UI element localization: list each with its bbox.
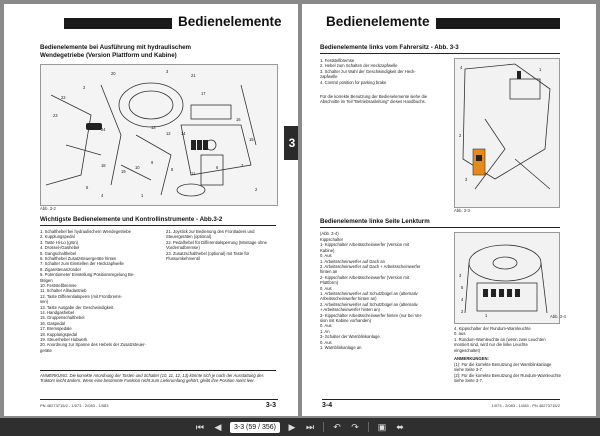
list-item: hinten an bbox=[320, 269, 338, 275]
list-item: 19. Steuerhebel Hubwerk bbox=[40, 337, 88, 342]
list-item: 0. Aus bbox=[320, 285, 332, 291]
remark-line: siehe Seite 3-7. bbox=[454, 367, 484, 373]
list-item: zapfwelle bbox=[320, 74, 338, 80]
section1-note: Für die korrekte Benutzung der Bedienelemente siehe die Abschnitte im Teil "Betriebsanleitung" dieses Handbuchs. bbox=[320, 94, 428, 105]
next-section-icon[interactable]: ⏭ bbox=[305, 421, 315, 432]
page-title: Bedienelemente bbox=[320, 13, 436, 31]
list-item: 1. Arbeitsscheinwerfer auf Dach an bbox=[320, 258, 385, 264]
section-title: Bedienelemente linke Seite Lenkturm bbox=[320, 218, 430, 225]
list-item: 9. Potentiometer Einstellung Positionsregelung Be- bbox=[40, 272, 135, 278]
list-title: Wichtigste Bedienelemente und Kontrollinstrumente - Abb.3-2 bbox=[40, 216, 223, 223]
list-item: Vorderradbremse) bbox=[166, 245, 200, 251]
list-item: 21. Joystick zur Bedienung des Frontladers und bbox=[166, 229, 255, 234]
list-item: 2. Arbeitsscheinwerfer auf Dach + Arbeitsscheinwerfer bbox=[320, 264, 421, 269]
list-item: 4. Control position for parking brake bbox=[320, 79, 387, 85]
list-item: Steuergeräten (optional) bbox=[166, 234, 212, 240]
list-item: Plattform) bbox=[320, 280, 339, 286]
list-item: 1. Schalthebel bei hydraulischem Wendegetriebe bbox=[40, 229, 131, 234]
list-item: 3. Schalter zur Wahl der Geschwindigkeit der Heck- bbox=[320, 68, 416, 74]
chapter-tab: 3 bbox=[284, 126, 298, 160]
list-item: 2. Kupplungspedal bbox=[40, 234, 75, 240]
back-icon[interactable]: ↶ bbox=[333, 421, 341, 432]
list-item: 22. Pedalhebel für Differentialsperrung (Montage ohne bbox=[166, 239, 267, 245]
list-item: sion mit Kabine vorhanden) bbox=[320, 318, 371, 323]
figure-caption: Abb. 3-4 bbox=[550, 314, 566, 319]
list-item: 3- Schalter der Warnblinkanlage bbox=[320, 334, 380, 340]
figure-caption: Abb. 3-3 bbox=[454, 208, 470, 213]
remark-line: (2): Für die korrekte Benutzung der Rundum-Warnleuchte bbox=[454, 372, 561, 378]
list-item: 0. Aus bbox=[320, 253, 332, 259]
remark-line: siehe Seite 3-7. bbox=[454, 378, 484, 384]
left-seat-controls-illustration bbox=[455, 59, 559, 207]
list-item: 4. Drossel-/Gashebel bbox=[40, 245, 80, 251]
footer-code: 1/073 - 2/083 - 1/083 - PN 46273715/2 bbox=[491, 403, 560, 408]
prev-section-icon[interactable]: ⏮ bbox=[195, 421, 205, 432]
list-item: 2. Arbeitsscheinwerfer auf Schutzbügel an (alternativ bbox=[320, 301, 418, 307]
note-text: ANMERKUNG: Die korrekte Anordnung der Tasten und Schalter (10, 11, 12, 13) könnte sich je nach der Ausstattung des Traktors leicht ändern. Wenn eine bestimmte Funktion nicht zum Lieferumfang gehört, gleibt ihre Position meist leer. bbox=[40, 373, 264, 384]
tractor-cab-illustration bbox=[41, 65, 277, 205]
figure-3-4: 3 5 4 2 1 bbox=[454, 232, 560, 324]
list-item: Flussumkehrventil bbox=[166, 256, 200, 261]
list-item: 5. Gangschalthebel bbox=[40, 250, 77, 256]
list-item: 0. Aus bbox=[320, 323, 332, 329]
list-item: 17. Bremspedale bbox=[40, 326, 72, 332]
list-item: 4. Kippschalter der Rundum-Warnleuchte bbox=[454, 326, 531, 331]
section-title: Bedienelemente links vom Fahrersitz - Abb. 3-3 bbox=[320, 44, 459, 51]
figure-3-3: 4 1 2 3 bbox=[454, 58, 560, 208]
fit-page-icon[interactable]: ▣ bbox=[377, 421, 387, 432]
list-item: 3- Kippschalter Arbeitsscheinwerfer hinten (nur bei Ver- bbox=[320, 312, 423, 318]
forward-icon[interactable]: ↷ bbox=[351, 421, 359, 432]
page-number: 3-3 bbox=[265, 402, 276, 409]
left-page bbox=[4, 4, 298, 416]
list-item: 6. Schalthebel Zusatzsteuergeräte hinten bbox=[40, 256, 117, 261]
list-item: tätigen bbox=[40, 277, 53, 283]
list-item: sen) bbox=[40, 299, 49, 305]
page-title: Bedienelemente bbox=[172, 13, 288, 31]
right-page bbox=[302, 4, 596, 416]
list-item: 1. Feststellbremse bbox=[320, 58, 355, 63]
fit-width-icon[interactable]: ⬌ bbox=[396, 421, 404, 432]
list-item: 23. Zusatzschalthebel (optional) mit Taste für bbox=[166, 250, 250, 256]
list-item: 16. Gaspedal bbox=[40, 320, 65, 326]
list-item: 1. Arbeitsscheinwerfer auf Schutzbügel an (alternativ bbox=[320, 291, 418, 296]
remarks-title: ANMERKUNGEN: bbox=[454, 356, 489, 361]
list-item: geräte bbox=[40, 347, 52, 353]
section-title: Bedienelemente bei Ausführung mit hydraulischem Wendegetriebe (Version Plattform und Kabine) bbox=[40, 44, 192, 59]
list-item: 1. Warnblinkanlage an bbox=[320, 345, 362, 350]
section2-ref: (Abb. 3-4) bbox=[320, 231, 339, 236]
next-page-icon[interactable]: ▶ bbox=[288, 421, 296, 432]
figure-3-2: 20 3 21 2 22 23 17 24 13 12 14 16 15 18 19 10 9 8 11 6 7 5 4 1 2 bbox=[40, 64, 278, 206]
list-item: 13. Taste Ausgabe der Geschwindigkeit bbox=[40, 304, 114, 310]
list-item: montiert sind, wird nur die linke Leuchte bbox=[454, 342, 528, 348]
list-item: 18. Kupplungspedal bbox=[40, 331, 78, 337]
list-item: 11. Schalter Allradantrieb bbox=[40, 288, 87, 294]
list-item: 10. Feststellbremse bbox=[40, 283, 77, 288]
list-item: eingeschaltet) bbox=[454, 347, 481, 353]
list-item: 0. aus bbox=[454, 331, 466, 337]
list-item: + Arbeitsscheinwerfer hinten an) bbox=[320, 307, 380, 313]
figure-caption: Abb. 3-2 bbox=[40, 206, 56, 211]
remark-line: (1): Für die korrekte Benutzung der Warnblinkanlage bbox=[454, 362, 552, 367]
page-indicator-field[interactable]: 3-3 (59 / 356) bbox=[230, 422, 280, 433]
list-item: 15. Gruppenschalthebel bbox=[40, 315, 85, 321]
list-item: Kabine) bbox=[320, 247, 335, 253]
prev-page-icon[interactable]: ◀ bbox=[214, 421, 222, 432]
list-item: 1. Rundum-Warnleuchte an (wenn zwei Leuchten bbox=[454, 336, 546, 342]
list-item: 7. Schalter zum Einstellen der Heckzapfwelle bbox=[40, 261, 124, 267]
list-item: 2- Kippschalter Arbeitsscheinwerfer (Version mit bbox=[320, 274, 409, 280]
list-item: 1- Kippschalter Arbeitsscheinwerfer (Version mit bbox=[320, 242, 409, 248]
page-number: 3-4 bbox=[322, 402, 333, 409]
list-item: 2. Hebel zum Schalten der Heckzapfwelle bbox=[320, 63, 398, 69]
list-item: Kippschalter bbox=[320, 237, 344, 242]
list-item: 8. Zigarettenanzünder bbox=[40, 266, 81, 272]
list-item: 0. Aus bbox=[320, 339, 332, 345]
list-item: Arbeitsscheinwerfer hinten an) bbox=[320, 296, 377, 302]
list-item: 12. Taste Differentialsperre (mit Frontbrems- bbox=[40, 293, 122, 299]
viewer-toolbar bbox=[0, 418, 600, 436]
list-item: 1. An bbox=[320, 328, 330, 334]
list-item: 14. Handgashebel bbox=[40, 310, 74, 315]
list-item: 20. Anordnung zur Spanne des Hebels der Zusatzsteuer- bbox=[40, 342, 146, 348]
steering-column-illustration bbox=[455, 233, 559, 323]
footer-code: PN 46273715/2 - 1/073 - 2/083 - 1/083 bbox=[40, 403, 109, 408]
list-item: 3. Taste Hi-Lo (grün) bbox=[40, 239, 79, 245]
